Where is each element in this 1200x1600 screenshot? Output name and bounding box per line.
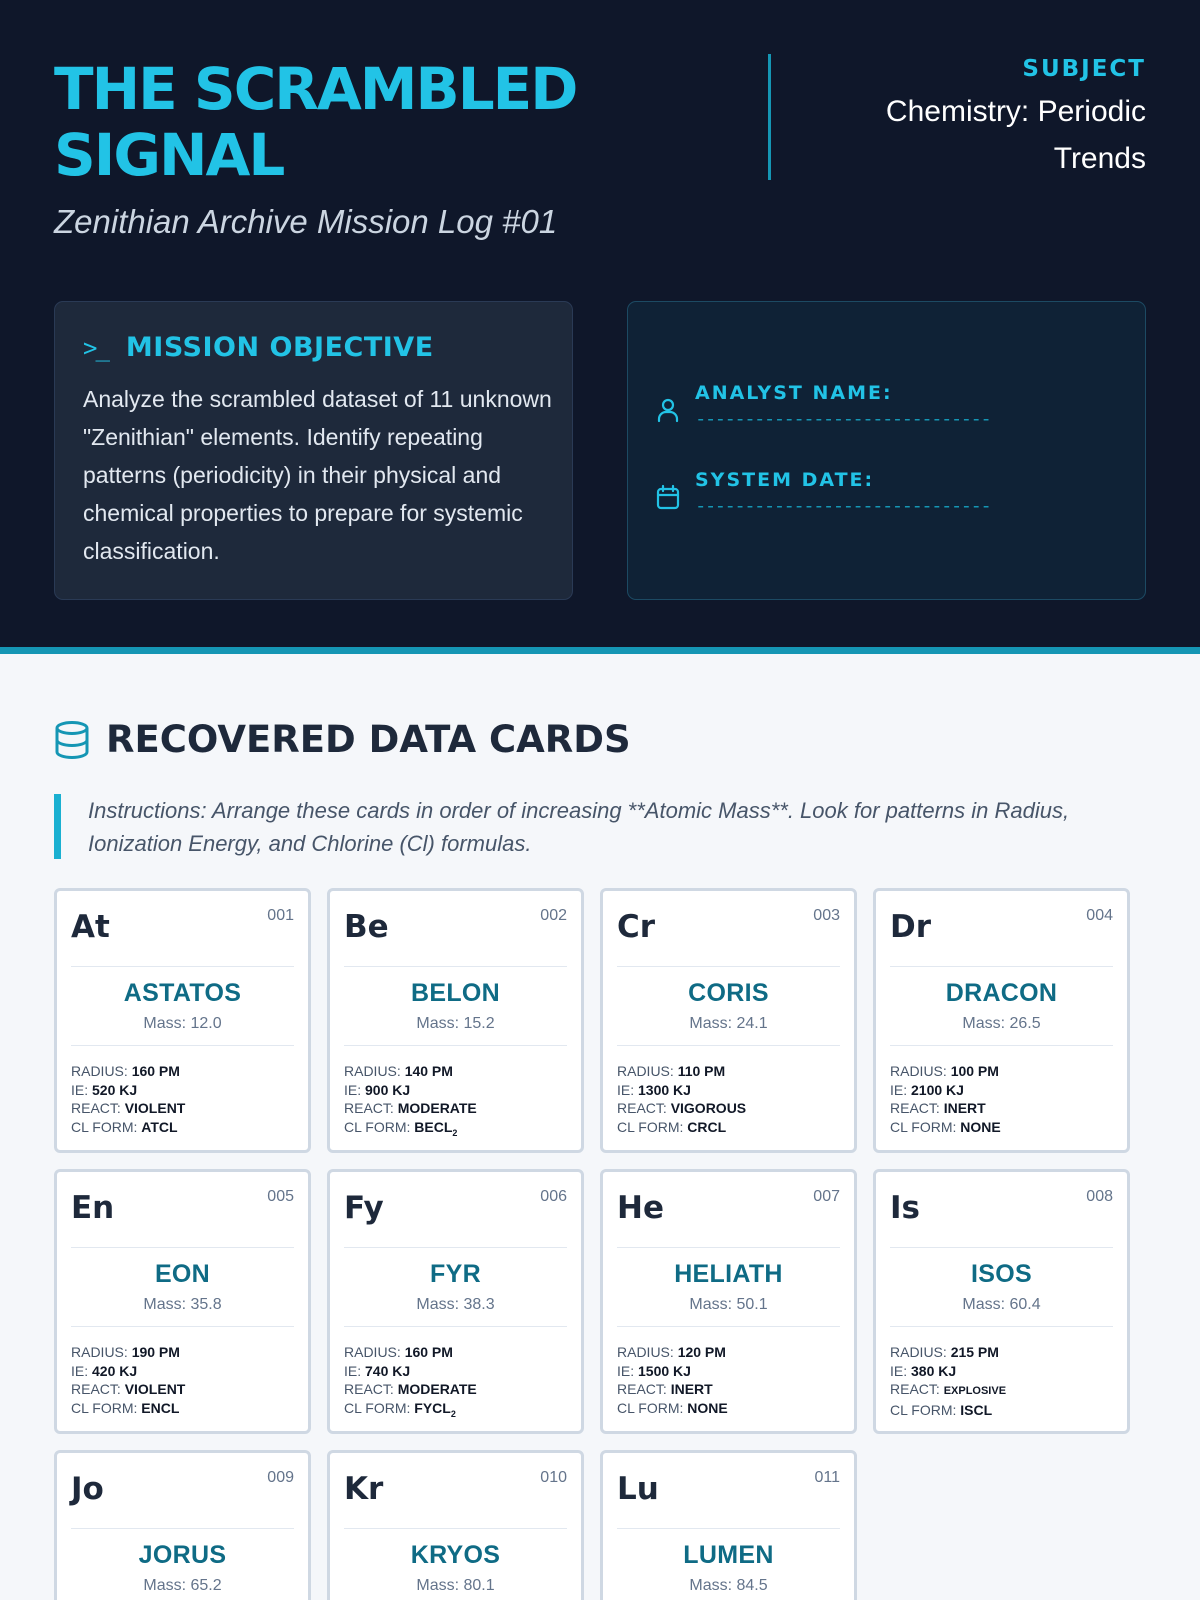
cl-form-row [71,1399,185,1418]
radius-label: RADIUS: [617,1063,674,1079]
react-label: REACT: [890,1100,940,1116]
card-number: 011 [814,1469,840,1486]
radius-label: RADIUS: [617,1344,674,1360]
react-row [890,1380,1006,1401]
ie-label: IE: [71,1362,89,1379]
react-row [344,1380,477,1399]
ie-value: 1500 KJ [638,1362,691,1379]
radius-value: 120 PM [677,1344,726,1360]
card-divider [71,1528,294,1529]
ie-label: IE: [344,1362,362,1379]
ie-row [890,1081,1001,1100]
radius-value: 140 PM [404,1063,453,1079]
react-label: REACT: [890,1381,940,1397]
element-symbol: Kr [344,1471,384,1507]
element-mass: Mass: 50.1 [689,1296,768,1313]
element-card[interactable] [600,888,857,1153]
mission-objective-title: MISSION OBJECTIVE [125,332,434,363]
cl-form-value: NONE [960,1118,1001,1135]
system-date-label: SYSTEM DATE: [695,469,875,491]
cl-form-label: CL FORM: [344,1118,411,1135]
element-mass: Mass: 35.8 [143,1296,222,1313]
element-properties [890,1343,1006,1419]
react-value: INERT [670,1381,713,1397]
radius-value: 110 PM [677,1063,726,1079]
element-name: ASTATOS [123,979,242,1007]
ie-row [71,1081,185,1100]
radius-value: 190 PM [131,1344,180,1360]
react-label: REACT: [617,1381,667,1397]
element-card[interactable] [54,888,311,1153]
react-label: REACT: [344,1381,394,1397]
cl-form-label: CL FORM: [344,1399,411,1416]
element-properties [344,1343,477,1423]
card-divider [617,1326,840,1327]
cl-form-subscript: 2 [450,1408,456,1419]
ie-value: 520 KJ [92,1081,138,1098]
card-number: 004 [1086,907,1113,924]
cl-form-value: ISCL [960,1401,993,1418]
radius-label: RADIUS: [890,1344,947,1360]
element-properties [71,1343,185,1417]
card-divider [344,966,567,967]
cl-form-label: CL FORM: [71,1399,138,1416]
ie-row [617,1081,746,1100]
mission-objective-panel [54,301,573,600]
radius-label: RADIUS: [344,1063,401,1079]
terminal-prompt-icon: >_ [83,333,108,362]
react-row [617,1099,746,1118]
react-value: INERT [943,1100,986,1116]
element-symbol: He [617,1190,664,1226]
ie-label: IE: [344,1081,362,1098]
card-number: 008 [1086,1188,1113,1205]
header [0,0,1200,654]
card-divider [71,1326,294,1327]
element-card[interactable] [600,1169,857,1434]
card-divider [890,1326,1113,1327]
card-number: 009 [267,1469,294,1486]
react-label: REACT: [344,1100,394,1116]
cl-form-row [617,1399,728,1418]
card-number: 006 [540,1188,567,1205]
analyst-name-field[interactable] [655,382,990,430]
ie-label: IE: [617,1362,635,1379]
card-divider [890,1045,1113,1046]
ie-row [71,1362,185,1381]
element-card[interactable] [54,1450,311,1600]
react-value: MODERATE [397,1100,477,1116]
element-name: FYR [430,1260,481,1288]
react-value: VIGOROUS [670,1100,747,1116]
element-mass: Mass: 26.5 [962,1015,1041,1032]
react-value: MODERATE [397,1381,477,1397]
radius-row [344,1062,477,1081]
cl-form-label: CL FORM: [890,1401,957,1418]
card-divider [344,1045,567,1046]
element-card[interactable] [327,1450,584,1600]
element-symbol: En [71,1190,115,1226]
radius-value: 215 PM [950,1344,999,1360]
cl-form-row [344,1399,477,1423]
element-symbol: Jo [71,1471,104,1507]
cl-form-row [890,1401,1006,1420]
subject-label: SUBJECT [1022,56,1146,82]
element-name: ISOS [971,1260,1032,1288]
element-symbol: Is [890,1190,920,1226]
element-mass: Mass: 65.2 [143,1577,222,1594]
react-label: REACT: [71,1100,121,1116]
element-symbol: Cr [617,909,656,945]
element-properties [617,1343,728,1417]
element-name: BELON [411,979,500,1007]
element-mass: Mass: 80.1 [416,1577,495,1594]
element-name: JORUS [138,1541,227,1569]
card-divider [617,1045,840,1046]
react-row [617,1380,728,1399]
element-symbol: Dr [890,909,932,945]
react-value: VIOLENT [124,1100,186,1116]
ie-value: 1300 KJ [638,1081,691,1098]
react-row [71,1099,185,1118]
card-divider [344,1326,567,1327]
element-properties [890,1062,1001,1136]
analyst-form-panel [627,301,1146,600]
card-divider [344,1247,567,1248]
element-card[interactable] [873,888,1130,1153]
data-section-title: RECOVERED DATA CARDS [106,718,631,761]
card-divider [71,1247,294,1248]
card-divider [890,1247,1113,1248]
react-label: REACT: [71,1381,121,1397]
header-divider [768,54,771,180]
page-title: THE SCRAMBLED SIGNAL [54,55,577,189]
cl-form-row [71,1118,185,1137]
card-divider [71,966,294,967]
mission-log-subtitle: Zenithian Archive Mission Log #01 [54,203,558,240]
card-number: 010 [540,1469,567,1486]
card-divider [617,1247,840,1248]
cl-form-value: FYCL [414,1399,451,1416]
ie-label: IE: [890,1362,908,1379]
element-symbol: Lu [617,1471,659,1507]
mission-objective-text: Analyze the scrambled dataset of 11 unknown "Zenithian" elements. Identify repeating patterns (periodicity) in their physical and chemical properties to prepare for systemic classification. [83,386,552,564]
ie-label: IE: [890,1081,908,1098]
card-number: 003 [813,907,840,924]
system-date-field[interactable] [655,469,990,517]
radius-row [344,1343,477,1362]
ie-value: 900 KJ [365,1081,411,1098]
radius-label: RADIUS: [344,1344,401,1360]
radius-value: 160 PM [404,1344,453,1360]
element-name: DRACON [945,979,1058,1007]
database-icon [54,720,90,760]
ie-value: 380 KJ [911,1362,957,1379]
analyst-name-line[interactable]: ------------------------------ [695,408,991,430]
element-mass: Mass: 84.5 [689,1577,768,1594]
mission-objective-heading [83,332,434,363]
element-mass: Mass: 12.0 [143,1015,222,1032]
element-card[interactable] [873,1169,1130,1434]
cl-form-row [890,1118,1001,1137]
analyst-name-label: ANALYST NAME: [695,382,893,404]
card-divider [71,1045,294,1046]
subject-value: Chemistry: Periodic Trends [885,95,1146,175]
react-row [890,1099,1001,1118]
element-properties [617,1062,746,1136]
radius-value: 160 PM [131,1063,180,1079]
element-mass: Mass: 15.2 [416,1015,495,1032]
radius-row [617,1062,746,1081]
radius-row [890,1343,1006,1362]
element-name: EON [154,1260,211,1288]
element-mass: Mass: 24.1 [689,1015,768,1032]
radius-row [890,1062,1001,1081]
element-name: HELIATH [674,1260,783,1288]
radius-label: RADIUS: [890,1063,947,1079]
instructions-callout: Instructions: Arrange these cards in order of increasing **Atomic Mass**. Look for patterns in Radius, Ionization Energy, and Chlorine (Cl) formulas. [54,794,1148,859]
element-name: LUMEN [683,1541,774,1569]
user-icon [655,396,681,424]
react-row [71,1380,185,1399]
radius-label: RADIUS: [71,1344,128,1360]
card-number: 005 [267,1188,294,1205]
calendar-icon [655,483,681,511]
cl-form-label: CL FORM: [71,1118,138,1135]
cl-form-label: CL FORM: [617,1399,684,1416]
radius-label: RADIUS: [71,1063,128,1079]
cl-form-value: ATCL [141,1118,178,1135]
element-name: CORIS [688,979,769,1007]
element-card[interactable] [327,888,584,1153]
card-number: 002 [540,907,567,924]
react-value: EXPLOSIVE [943,1385,1007,1397]
element-card[interactable] [327,1169,584,1434]
element-card[interactable] [600,1450,857,1600]
radius-value: 100 PM [950,1063,999,1079]
system-date-line[interactable]: ------------------------------ [695,495,991,517]
element-symbol: Fy [344,1190,384,1226]
card-divider [344,1528,567,1529]
radius-row [71,1062,185,1081]
cl-form-value: BECL [414,1118,453,1135]
cl-form-subscript: 2 [452,1127,458,1138]
cl-form-label: CL FORM: [617,1118,684,1135]
cl-form-row [617,1118,746,1137]
element-properties [344,1062,477,1142]
cl-form-value: CRCL [687,1118,727,1135]
cl-form-label: CL FORM: [890,1118,957,1135]
card-divider [890,966,1113,967]
cl-form-value: NONE [687,1399,728,1416]
ie-row [344,1362,477,1381]
ie-label: IE: [71,1081,89,1098]
ie-value: 740 KJ [365,1362,411,1379]
ie-label: IE: [617,1081,635,1098]
card-divider [617,1528,840,1529]
card-number: 001 [267,907,294,924]
data-card-grid [54,888,1148,1600]
react-value: VIOLENT [124,1381,186,1397]
card-number: 007 [813,1188,840,1205]
ie-value: 2100 KJ [911,1081,964,1098]
cl-form-row [344,1118,477,1142]
element-symbol: At [71,909,110,945]
card-divider [617,966,840,967]
ie-value: 420 KJ [92,1362,138,1379]
ie-row [890,1362,1006,1381]
react-row [344,1099,477,1118]
element-card[interactable] [54,1169,311,1434]
data-section-heading [54,718,631,761]
react-label: REACT: [617,1100,667,1116]
element-mass: Mass: 60.4 [962,1296,1041,1313]
ie-row [344,1081,477,1100]
cl-form-value: ENCL [141,1399,180,1416]
element-mass: Mass: 38.3 [416,1296,495,1313]
element-symbol: Be [344,909,389,945]
ie-row [617,1362,728,1381]
element-name: KRYOS [410,1541,501,1569]
element-properties [71,1062,185,1136]
radius-row [71,1343,185,1362]
radius-row [617,1343,728,1362]
